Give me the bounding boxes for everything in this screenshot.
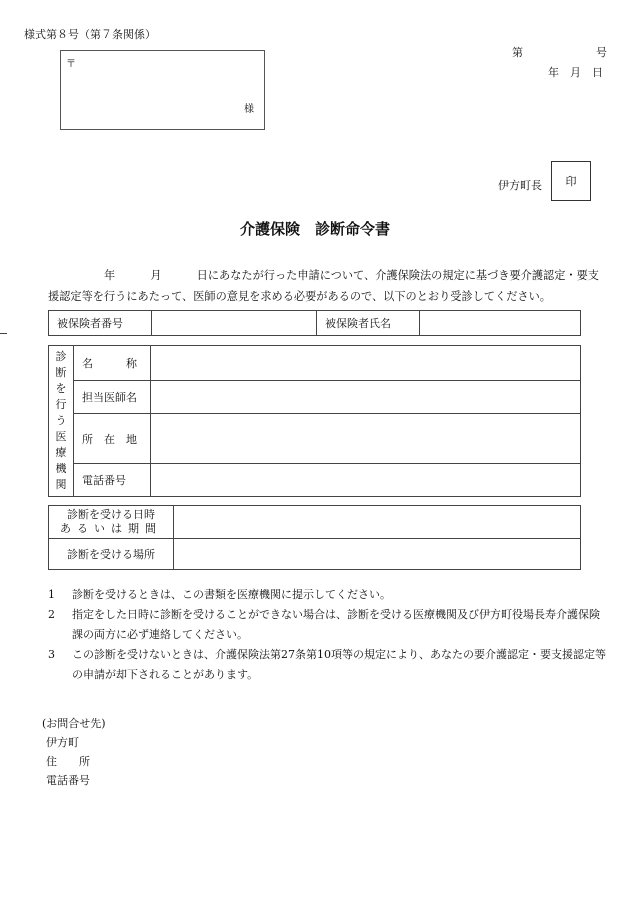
doc-number-prefix: 第 xyxy=(512,46,523,59)
intro-text xyxy=(48,265,608,307)
institution-phone-field[interactable] xyxy=(151,464,581,497)
doctor-name-label: 担当医師名 xyxy=(74,381,151,414)
intro-month: 月 xyxy=(150,269,162,282)
seal-label: 印 xyxy=(565,175,577,188)
intro-day-text: 日にあなたが行った申請について、介護保険法の規定に基づき要介護認定・要支 xyxy=(196,269,599,282)
insured-number-label: 被保険者番号 xyxy=(49,311,152,336)
insured-name-field[interactable] xyxy=(420,311,581,336)
contact-org: 伊方町 xyxy=(46,736,79,749)
contact-block xyxy=(42,714,106,790)
institution-group-label: 診 断 を 行 う 医 療 機 関 xyxy=(49,346,74,497)
document-title: 介護保険 診断命令書 xyxy=(239,220,390,238)
form-label: 様式第８号（第７条関係） xyxy=(24,28,156,41)
institution-address-label: 所 在 地 xyxy=(74,414,151,464)
exam-place-label: 診断を受ける場所 xyxy=(49,539,174,570)
exam-place-field[interactable] xyxy=(174,539,581,570)
exam-datetime-field[interactable] xyxy=(174,506,581,539)
insured-table xyxy=(48,310,581,336)
institution-phone-label: 電話番号 xyxy=(74,464,151,497)
doc-number-suffix: 号 xyxy=(596,46,607,59)
note-item: 2 指定をした日時に診断を受けることができない場合は、診断を受ける医療機関及び伊方町役場長寿介護保険課の両方に必ず連絡してください。 xyxy=(48,608,600,641)
institution-address-field[interactable] xyxy=(151,414,581,464)
intro-line-2: 援認定等を行うにあたって、医師の意見を求める必要があるので、以下のとおり受診してください。 xyxy=(48,290,551,303)
contact-phone-label: 電話番号 xyxy=(46,774,90,787)
issuer-title: 伊方町長 xyxy=(498,179,542,192)
institution-name-label: 名 称 xyxy=(74,346,151,381)
margin-tick xyxy=(0,333,7,334)
institution-table xyxy=(48,345,581,497)
contact-address-label: 住 所 xyxy=(46,755,90,768)
address-box xyxy=(60,50,265,130)
note-item: 1 診断を受けるときは、この書類を医療機関に提示してください。 xyxy=(48,588,391,601)
postal-mark: 〒 xyxy=(66,59,76,70)
insured-name-label: 被保険者氏名 xyxy=(317,311,420,336)
contact-heading: (お問合せ先) xyxy=(42,717,106,730)
intro-year: 年 xyxy=(104,269,116,282)
note-item: 3 この診断を受けないときは、介護保険法第27条第10項等の規定により、あなたの要介護認定・要支援認定等の申請が却下されることがあります。 xyxy=(48,648,606,681)
seal-box xyxy=(551,161,591,201)
exam-table xyxy=(48,505,581,570)
issue-date: 年 月 日 xyxy=(548,66,603,79)
institution-name-field[interactable] xyxy=(151,346,581,381)
doctor-name-field[interactable] xyxy=(151,381,581,414)
exam-datetime-label: 診断を受ける日時 あるいは期間 xyxy=(49,506,174,539)
insured-number-field[interactable] xyxy=(152,311,317,336)
notes-list xyxy=(48,585,608,685)
recipient-honorific: 様 xyxy=(244,104,254,115)
